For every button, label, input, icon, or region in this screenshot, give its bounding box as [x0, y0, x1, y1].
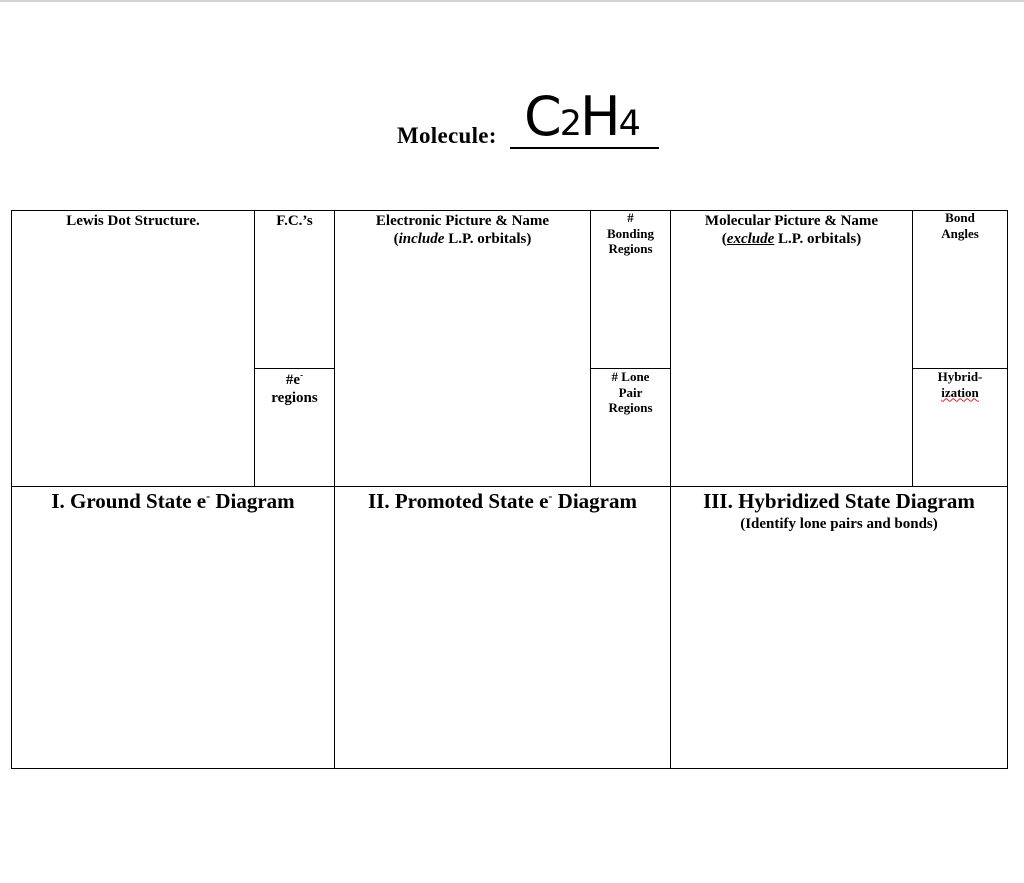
- molecule-formula[interactable]: C2H4: [524, 85, 639, 148]
- electron-regions-heading: #e- regions: [271, 370, 318, 406]
- promoted-state-heading: II. Promoted State e- Diagram: [368, 489, 637, 513]
- lewis-dot-heading: Lewis Dot Structure.: [66, 213, 200, 229]
- lone-pair-regions-heading: # Lone Pair Regions: [608, 369, 653, 416]
- bond-angles-heading: Bond Angles: [941, 210, 979, 241]
- row-divider: [254, 368, 335, 369]
- ground-state-answer-area[interactable]: [12, 520, 334, 768]
- bonding-regions-heading: # Bonding Regions: [607, 210, 654, 257]
- hybridization-heading: Hybrid- ization: [937, 369, 983, 400]
- table-middle-border: [11, 486, 1008, 487]
- promoted-state-answer-area[interactable]: [335, 520, 670, 768]
- col-divider: [254, 210, 255, 487]
- electronic-picture-answer-area[interactable]: [335, 260, 590, 486]
- lewis-dot-answer-area[interactable]: [12, 250, 254, 486]
- hybridized-state-note: (Identify lone pairs and bonds): [740, 516, 938, 532]
- formal-charges-heading: F.C.’s: [276, 213, 313, 229]
- electronic-picture-heading: Electronic Picture & Name (include L.P. orbitals): [375, 213, 550, 247]
- table-bottom-border: [11, 768, 1008, 769]
- table-top-border: [11, 210, 1008, 211]
- molecule-label: Molecule:: [397, 123, 497, 148]
- molecular-picture-answer-area[interactable]: [671, 260, 912, 486]
- hybridized-state-heading: III. Hybridized State Diagram: [703, 489, 975, 513]
- hybridized-state-answer-area[interactable]: [671, 540, 1007, 768]
- molecular-picture-heading: Molecular Picture & Name (exclude L.P. orbitals): [704, 213, 879, 247]
- col-divider: [912, 210, 913, 487]
- table-right-border: [1007, 210, 1008, 769]
- ground-state-heading: I. Ground State e- Diagram: [51, 489, 295, 513]
